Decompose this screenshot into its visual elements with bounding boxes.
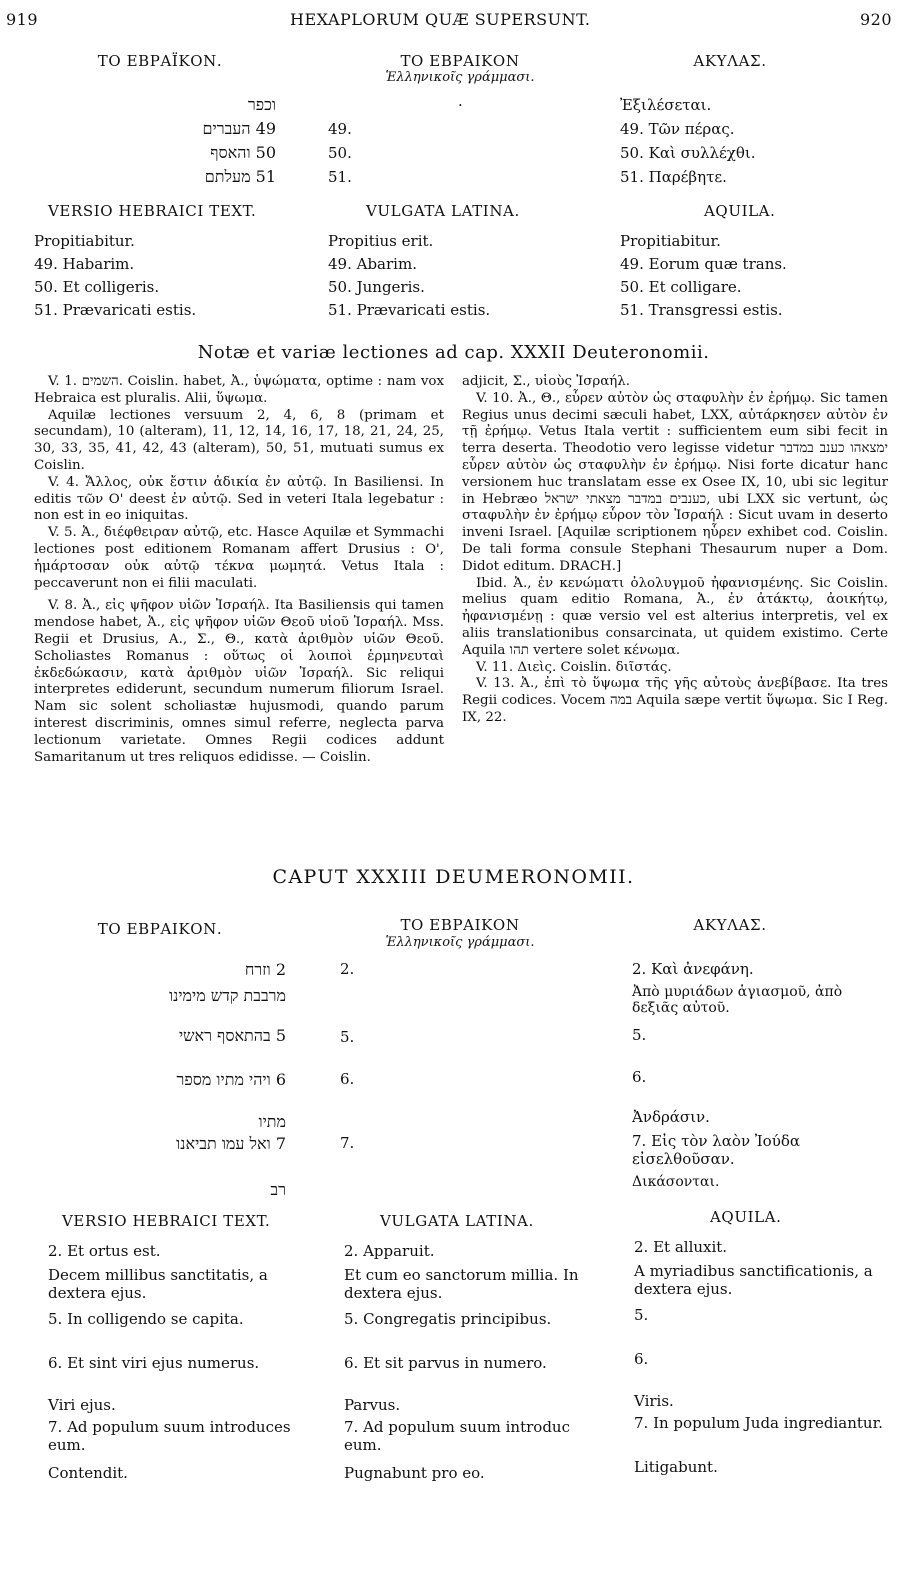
note-paragraph: V. 8. Ἀ., εἰς ψῆφον υἱῶν Ἰσραήλ. Ita Basiliensis qui tamen mendose habet, Ἀ., εἰς ψῆφον υἱῶν Θεοῦ υἱοῦ Ἰσραήλ. Mss. Regii et Drusius, Α., Σ., Θ., κατὰ ἀριθμὸν υἱῶν Θεοῦ. Scholiastes Romanus : οὕτως οἱ λοιποὶ ἑρμηνευταὶ ἐκδεδώκασιν, κατὰ ἀριθμὸν υἱῶν Ἰσραήλ. Sic reliqui interpretes ediderunt, secundum numerum filiorum Israel. Nam sic solent scholiastæ hujusmodi, quando parum interest discriminis, omnes simul referre, neglecta parva lectionum varietate. Omnes Regii codices addunt Samaritanum ut tres reliquos edidisse. — Coislin. [34, 598, 444, 765]
versio-line: Propitiabitur. [34, 232, 135, 250]
latin-aquila: 7. In populum Juda ingrediantur. [634, 1414, 883, 1432]
row-aq: Δικάσονται. [632, 1174, 720, 1190]
col-head-aquila-2: ΑΚΥΛΑΣ. [693, 916, 767, 934]
note-paragraph: V. 11. Διεὶς. Coislin. διῖστάς. [476, 659, 672, 675]
aquila-latin-line: 49. Eorum quæ trans. [620, 255, 787, 273]
note-paragraph: Ibid. Ἀ., ἐν κενώματι ὀλολυγμοῦ ἠφανισμένης. Sic Coislin. melius quam editio Romana, Ἀ., ἐν ἀτάκτῳ, ἀοικήτῳ, ἠφανισμένῃ : quæ versio vel est alterius interpretis, vel ex aliis translationibus consarcinata, ut quidem existimo. Certe Aquila תהו vertere solet κένωμα. [462, 575, 888, 658]
hebrew-line: 49 העברים [202, 119, 276, 138]
latin-vulgata: Et cum eo sanctorum millia. In dextera ejus. [344, 1266, 579, 1302]
row-aq: 5. [632, 1026, 647, 1044]
aquila-line: Ἐξιλέσεται. [620, 96, 712, 114]
row-tr: 5. [340, 1028, 355, 1046]
col-head-vulgata-2: VULGATA LATINA. [380, 1212, 534, 1230]
note-paragraph: V. 13. Ἀ., ἐπὶ τὸ ὕψωμα τῆς γῆς αὐτοὺς ἀνεβίβασε. Ita tres Regii codices. Vocem במה Aquila sæpe vertit ὕψωμα. Sic I Reg. IX, 22. [462, 676, 888, 725]
aquila-latin-line: Propitiabitur. [620, 232, 721, 250]
row-tr: 6. [340, 1070, 355, 1088]
col-head-versio-2: VERSIO HEBRAICI TEXT. [62, 1212, 271, 1230]
latin-aquila: A myriadibus sanctificationis, a dextera ejus. [634, 1262, 873, 1298]
note-paragraph: V. 1. השמים. Coislin. habet, Ἀ., ὑψώματα, optime : nam vox Hebraica est pluralis. Alii, ὕψωμα. [34, 374, 444, 406]
transl-line: 49. [328, 120, 352, 138]
aquila-line: 50. Καὶ συλλέχθι. [620, 144, 756, 162]
row-he: רב [270, 1180, 286, 1199]
aquila-line: 51. Παρέβητε. [620, 168, 727, 186]
latin-versio: 2. Et ortus est. [48, 1242, 161, 1260]
latin-vulgata: 2. Apparuit. [344, 1242, 435, 1260]
col-head-transl-2: ΤΟ ΕΒΡΑΙΚΟΝ [400, 916, 520, 934]
latin-vulgata: Pugnabunt pro eo. [344, 1464, 485, 1482]
col-head-aquila-latin-2: AQUILA. [710, 1208, 782, 1226]
vulgata-line: 49. Abarim. [328, 255, 417, 273]
latin-vulgata: 7. Ad populum suum introduc eum. [344, 1418, 570, 1454]
col-head-vulgata: VULGATA LATINA. [366, 202, 520, 220]
row-he: 6 ויהי מתיו מספר [176, 1070, 286, 1089]
vulgata-line: 50. Jungeris. [328, 278, 425, 296]
col-head-transl-sub: Ἑλληνικοῖς γράμμασι. [385, 70, 535, 85]
latin-aquila: Litigabunt. [634, 1458, 718, 1476]
hebrew-line: 50 והאסף [210, 143, 276, 162]
latin-versio: Viri ejus. [48, 1396, 116, 1414]
col-head-hebrew-2: ΤΟ ΕΒΡΑΙΚΟΝ. [97, 920, 223, 938]
row-tr: 2. [340, 960, 355, 978]
latin-versio: 7. Ad populum suum introduces eum. [48, 1418, 291, 1454]
row-aq: 2. Καὶ ἀνεφάνη. [632, 960, 754, 978]
latin-versio: Decem millibus sanctitatis, a dextera ejus. [48, 1266, 268, 1302]
col-head-transl: ΤΟ ΕΒΡΑΙΚΟΝ [400, 52, 520, 70]
hebrew-line: 51 מעלתם [204, 167, 276, 186]
note-paragraph: Aquilæ lectiones versuum 2, 4, 6, 8 (primam et secundam), 10 (alteram), 11, 12, 14, 16, 17, 18, 21, 24, 25, 30, 33, 35, 41, 42, 43 (alteram), 50, 51, mutuati sumus ex Coislin. [34, 407, 444, 473]
note-paragraph: V. 5. Ἀ., διέφθειραν αὐτῷ, etc. Hasce Aquilæ et Symmachi lectiones post editionem Romanam affert Drusius : Ο', ἡμάρτοσαν οὐκ αὐτῷ τέκνα μωμητά. Vetus Itala : peccaverunt non ei filii maculati. [34, 525, 444, 591]
transl-line: 50. [328, 144, 352, 162]
latin-aquila: 6. [634, 1350, 649, 1368]
col-head-aquila-latin: AQUILA. [704, 202, 776, 220]
vulgata-line: Propitius erit. [328, 232, 434, 250]
col-head-hebrew: ΤΟ ΕΒΡΑΪΚΟΝ. [97, 52, 223, 70]
row-tr: 7. [340, 1134, 355, 1152]
notes-right-column [462, 374, 888, 727]
latin-vulgata: 5. Congregatis principibus. [344, 1310, 552, 1328]
latin-aquila: 5. [634, 1306, 649, 1324]
latin-aquila: 2. Et alluxit. [634, 1238, 728, 1256]
latin-vulgata: Parvus. [344, 1396, 401, 1414]
aquila-line: 49. Τῶν πέρας. [620, 120, 735, 138]
versio-line: 51. Prævaricati estis. [34, 301, 197, 319]
row-he: 7 ואל עמו תביאנו [176, 1134, 286, 1153]
page-number-left: 919 [6, 10, 39, 29]
note-paragraph: adjicit, Σ., υἱοὺς Ἰσραήλ. [462, 374, 631, 389]
col-head-transl-sub-2: Ἑλληνικοῖς γράμμασι. [385, 935, 535, 950]
note-paragraph: V. 10. Ἀ., Θ., εὗρεν αὐτὸν ὡς σταφυλὴν ἐν ἐρήμῳ. Sic tamen Regius unus decimi sæculi habet, LXX, αὐτάρκησεν αὐτὸν ἐν τῇ ἐρήμῳ. Vetus Itala vertit : sufficientem eum sibi fecit in terra deserta. Theodotio vero legisse videtur ימצאהו כענב במדבר εὗρεν αὐτὸν ὡς σταφυλὴν ἐν ἐρήμῳ. Nisi forte dicatur hanc versionem huc translatam esse ex Osee IX, 10, ubi sic legitur in Hebræo כענבים במדבר מצאתי ישראל, ubi LXX sic vertunt, ὡς σταφυλὴν ἐν ἐρήμῳ εὗρον τὸν Ἰσραήλ : Sicut uvam in deserto inveni Israel. [Aquilæ scriptionem ηὗρεν exhibet cod. Coislin. De tali forma consule Stephani Thesaurum nuper a Dom. Didot editum. DRACH.] [462, 390, 889, 574]
row-he: 5 בהתאסף ראשי [178, 1026, 286, 1045]
col-head-aquila: ΑΚΥΛΑΣ. [693, 52, 767, 70]
col-head-versio: VERSIO HEBRAICI TEXT. [48, 202, 257, 220]
row-aq: 7. Εἰς τὸν λαὸν Ἰούδα εἰσελθοῦσαν. [632, 1132, 800, 1168]
row-he: 2 וזרח [244, 960, 286, 979]
latin-versio: 5. In colligendo se capita. [48, 1310, 244, 1328]
running-title: HEXAPLORUM QUÆ SUPERSUNT. [290, 10, 591, 29]
versio-line: 49. Habarim. [34, 255, 135, 273]
notes-title: Notæ et variæ lectiones ad cap. XXXII Deuteronomii. [197, 342, 710, 363]
row-he: מתיו [258, 1112, 286, 1131]
transl-line: · [458, 96, 463, 114]
note-paragraph: V. 4. Ἄλλος, οὐκ ἔστιν ἀδικία ἐν αὐτῷ. In Basiliensi. In editis τῶν Ο' deest ἐν αὐτῷ. Sed in veteri Itala legebatur : non est in eo iniquitas. [34, 474, 444, 524]
row-aq: Ἀνδράσιν. [632, 1108, 710, 1126]
notes-left-column [34, 374, 444, 766]
chapter-title: CAPUT XXXIII DEUMERONOMII. [272, 866, 635, 888]
row-aq: 6. [632, 1068, 647, 1086]
page-number-right: 920 [860, 10, 893, 29]
hebrew-line: וכפר [247, 95, 276, 114]
vulgata-line: 51. Prævaricati estis. [328, 301, 491, 319]
latin-versio: 6. Et sint viri ejus numerus. [48, 1354, 260, 1372]
latin-versio: Contendit. [48, 1464, 128, 1482]
latin-vulgata: 6. Et sit parvus in numero. [344, 1354, 547, 1372]
versio-line: 50. Et colligeris. [34, 278, 160, 296]
latin-aquila: Viris. [634, 1392, 674, 1410]
row-he: מרבבת קדש מימינו [169, 986, 286, 1005]
aquila-latin-line: 50. Et colligare. [620, 278, 742, 296]
row-aq: Ἀπὸ μυριάδων ἁγιασμοῦ, ἀπὸ δεξιᾶς αὐτοῦ. [632, 984, 843, 1016]
transl-line: 51. [328, 168, 352, 186]
aquila-latin-line: 51. Transgressi estis. [620, 301, 783, 319]
